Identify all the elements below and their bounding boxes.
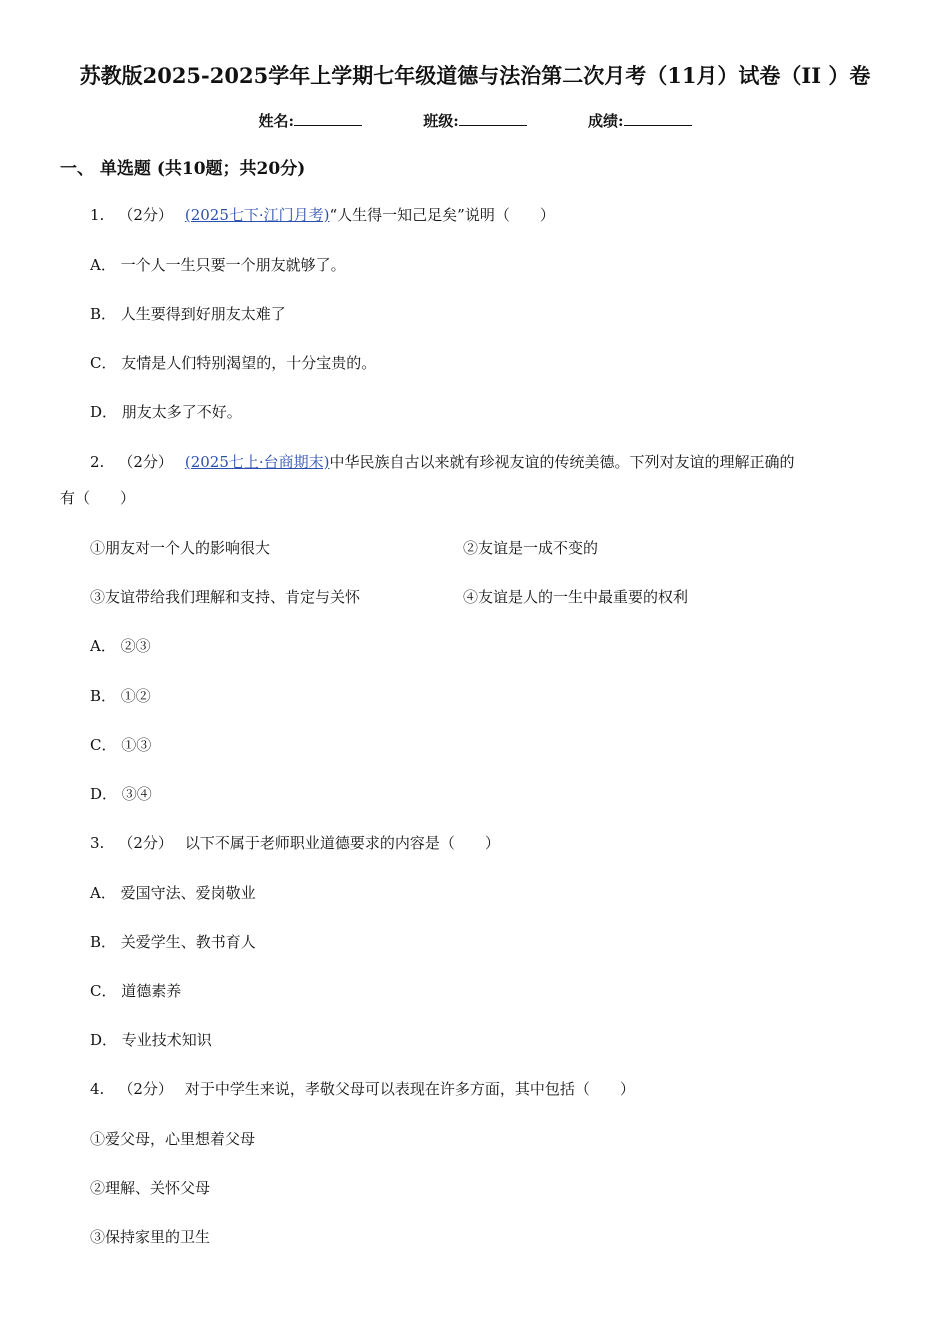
question-score: （2分） bbox=[118, 206, 173, 224]
question-3-option-d: D． 专业技术知识 bbox=[90, 1031, 212, 1049]
question-2-statement-2: ②友谊是一成不变的 bbox=[463, 539, 599, 557]
question-2-stem-continued: 有（ ） bbox=[60, 489, 136, 507]
question-score: （2分） bbox=[118, 1080, 173, 1098]
name-blank bbox=[294, 111, 362, 126]
question-1-option-a: A． 一个人一生只要一个朋友就够了。 bbox=[90, 256, 346, 274]
question-2-statement-3: ③友谊带给我们理解和支持、肯定与关怀 bbox=[90, 588, 361, 606]
score-blank bbox=[624, 111, 692, 126]
question-source-link[interactable]: (2025七上·台商期末) bbox=[184, 453, 330, 471]
question-2-option-d: D． ③④ bbox=[90, 785, 152, 803]
question-2-option-c: C． ①③ bbox=[90, 736, 152, 754]
question-source-link[interactable]: (2025七下·江门月考) bbox=[184, 206, 330, 224]
exam-title: 苏教版2025-2025学年上学期七年级道德与法治第二次月考（11月）试卷（II ）卷 bbox=[79, 63, 871, 88]
question-3-option-a: A． 爱国守法、爱岗敬业 bbox=[90, 884, 256, 902]
section-heading: 一、 单选题 (共10题；共20分) bbox=[60, 159, 306, 179]
question-4-statement-1: ①爱父母，心里想着父母 bbox=[90, 1130, 256, 1148]
question-3-option-c: C． 道德素养 bbox=[90, 982, 182, 1000]
question-1-stem bbox=[90, 205, 555, 225]
question-2-statement-4: ④友谊是人的一生中最重要的权利 bbox=[463, 588, 689, 606]
student-info-row bbox=[0, 110, 950, 131]
question-text: “人生得一知己足矣”说明（ ） bbox=[329, 206, 555, 224]
question-1-option-b: B． 人生要得到好朋友太难了 bbox=[90, 305, 286, 323]
name-field bbox=[258, 110, 362, 131]
name-label: 姓名: bbox=[258, 112, 294, 130]
class-field bbox=[423, 110, 527, 131]
question-number: 3. bbox=[90, 834, 105, 852]
score-label: 成绩: bbox=[588, 112, 624, 130]
question-2-stem bbox=[90, 452, 795, 472]
question-4-stem bbox=[90, 1079, 635, 1099]
question-number: 2. bbox=[90, 453, 105, 471]
question-4-statement-2: ②理解、关怀父母 bbox=[90, 1179, 211, 1197]
question-2-statement-1: ①朋友对一个人的影响很大 bbox=[90, 539, 271, 557]
question-text: 中华民族自古以来就有珍视友谊的传统美德。下列对友谊的理解正确的 bbox=[329, 453, 795, 471]
question-number: 4. bbox=[90, 1080, 105, 1098]
score-field bbox=[588, 110, 692, 131]
class-label: 班级: bbox=[423, 112, 459, 130]
question-4-statement-3: ③保持家里的卫生 bbox=[90, 1228, 211, 1246]
class-blank bbox=[459, 111, 527, 126]
question-1-option-c: C． 友情是人们特别渴望的，十分宝贵的。 bbox=[90, 354, 377, 372]
question-2-option-b: B． ①② bbox=[90, 687, 151, 705]
question-3-option-b: B． 关爱学生、教书育人 bbox=[90, 933, 256, 951]
question-text: 以下不属于老师职业道德要求的内容是（ ） bbox=[184, 834, 500, 852]
question-3-stem bbox=[90, 833, 500, 853]
question-score: （2分） bbox=[118, 453, 173, 471]
question-number: 1. bbox=[90, 206, 105, 224]
question-text: 对于中学生来说，孝敬父母可以表现在许多方面，其中包括（ ） bbox=[184, 1080, 635, 1098]
question-score: （2分） bbox=[118, 834, 173, 852]
question-2-option-a: A． ②③ bbox=[90, 637, 151, 655]
question-1-option-d: D． 朋友太多了不好。 bbox=[90, 403, 242, 421]
